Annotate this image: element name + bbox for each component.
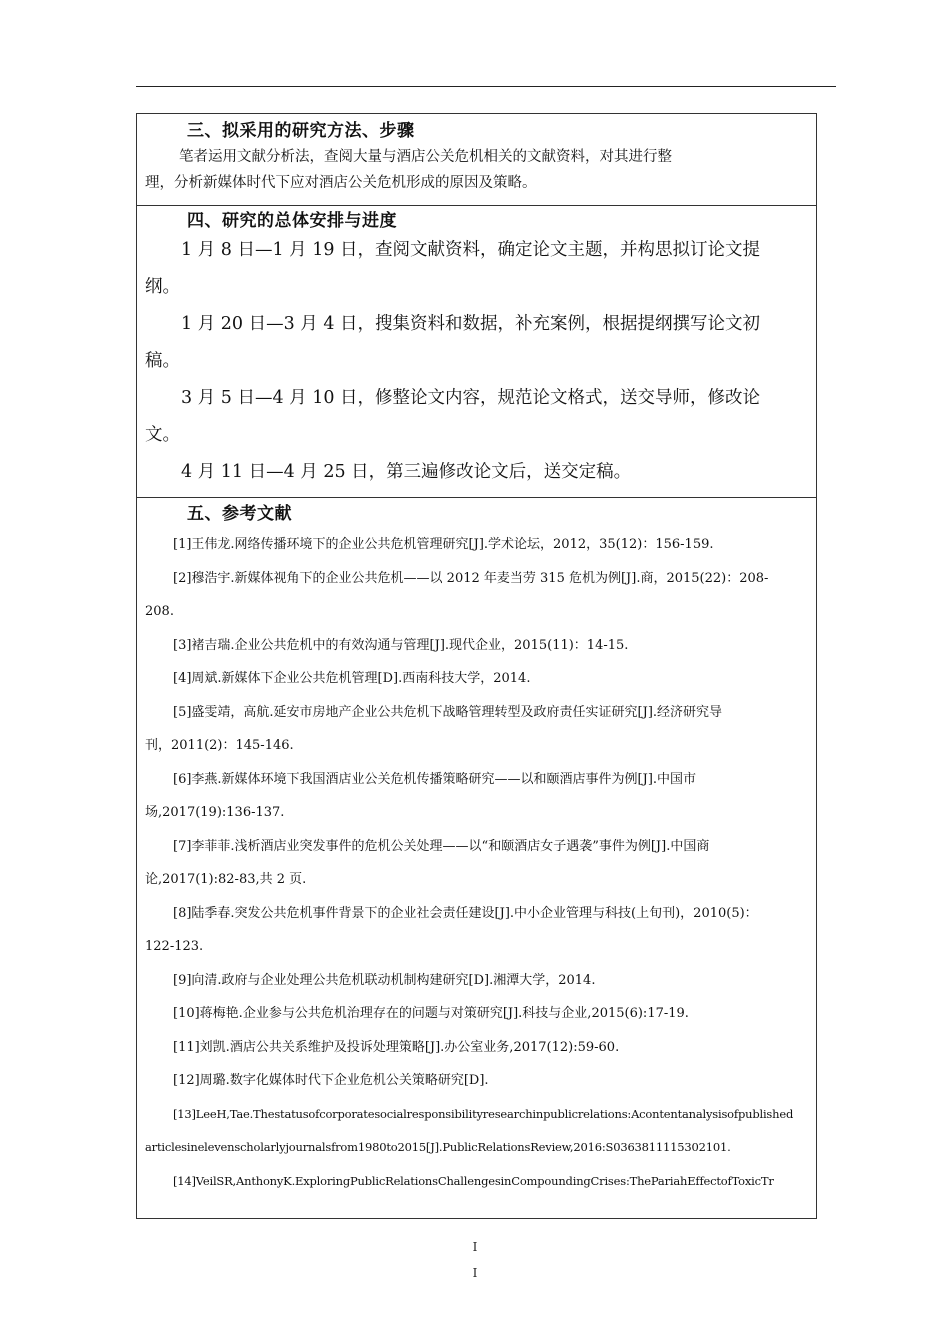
reference-item: [14]VeilSR,AnthonyK.ExploringPublicRelationsChallengesinCompoundingCrises:ThePariahEffectofToxicTr [173,1173,774,1188]
section-references [137,498,816,1218]
schedule-list [137,232,816,491]
methods-line-2: 理，分析新媒体时代下应对酒店公关危机形成的原因及策略。 [145,175,537,191]
reference-item: [8]陆季春.突发公共危机事件背景下的企业社会责任建设[J].中小企业管理与科技(上旬刊)，2010(5)： [173,905,758,921]
reference-item: [2]穆浩宇.新媒体视角下的企业公共危机——以 2012 年麦当劳 315 危机为例[J].商，2015(22)：208- [173,570,769,586]
reference-item-continuation: 刊，2011(2)：145-146. [145,738,294,753]
reference-item-continuation: articlesinelevenscholarlyjournalsfrom1980to2015[J].PublicRelationsReview,2016:S0363811115302101. [145,1140,731,1154]
header-rule [136,86,836,87]
schedule-item-continuation: 稿。 [145,351,180,371]
reference-item: [6]李燕.新媒体环境下我国酒店业公关危机传播策略研究——以和颐酒店事件为例[J].中国市 [173,771,697,787]
section-methods-body [137,144,816,196]
section-methods [137,114,816,206]
section-references-title: 五、参考文献 [187,504,292,524]
reference-item: [12]周璐.数字化媒体时代下企业危机公关策略研究[D]. [173,1073,489,1088]
reference-item: [4]周斌.新媒体下企业公共危机管理[D].西南科技大学，2014. [173,671,531,686]
reference-list [137,528,816,1198]
reference-item: [3]褚吉瑞.企业公共危机中的有效沟通与管理[J].现代企业，2015(11)：14-15. [173,637,629,653]
schedule-item-continuation: 纲。 [145,277,180,297]
reference-item: [1]王伟龙.网络传播环境下的企业公共危机管理研究[J].学术论坛，2012，35(12)：156-159. [173,537,714,552]
reference-item-continuation: 论,2017(1):82-83,共 2 页. [145,872,307,887]
schedule-item: 3 月 5 日—4 月 10 日，修整论文内容，规范论文格式，送交导师，修改论 [181,388,761,408]
reference-item-continuation: 122-123. [145,939,204,954]
section-schedule-title: 四、研究的总体安排与进度 [187,211,397,231]
schedule-item: 4 月 11 日—4 月 25 日，第三遍修改论文后，送交定稿。 [181,462,632,482]
reference-item: [10]蒋梅艳.企业参与公共危机治理存在的问题与对策研究[J].科技与企业,2015(6):17-19. [173,1006,689,1021]
proposal-table [136,113,817,1219]
section-methods-title: 三、拟采用的研究方法、步骤 [187,121,415,141]
page-number-mark: I [472,1240,478,1254]
reference-item: [11]刘凯.酒店公共关系维护及投诉处理策略[J].办公室业务,2017(12):59-60. [173,1039,620,1055]
reference-item: [7]李菲菲.浅析酒店业突发事件的危机公关处理——以“和颐酒店女子遇袭”事件为例[J].中国商 [173,838,710,854]
page-number-mark-secondary: I [472,1266,478,1280]
reference-item: [5]盛雯靖，高航.延安市房地产企业公共危机下战略管理转型及政府责任实证研究[J].经济研究导 [173,704,723,720]
reference-item: [13]LeeH,Tae.Thestatusofcorporatesocialresponsibilityresearchinpublicrelations:Acontentanalysisofpublished [173,1106,794,1121]
schedule-item: 1 月 8 日—1 月 19 日，查阅文献资料，确定论文主题，并构思拟订论文提 [181,240,761,260]
methods-line-1: 笔者运用文献分析法，查阅大量与酒店公关危机相关的文献资料，对其进行整 [179,149,672,165]
reference-item: [9]向清.政府与企业处理公共危机联动机制构建研究[D].湘潭大学，2014. [173,972,596,988]
schedule-item-continuation: 文。 [145,425,180,445]
reference-item-continuation: 208. [145,604,174,619]
section-schedule [137,206,816,498]
reference-item-continuation: 场,2017(19):136-137. [145,805,285,820]
schedule-item: 1 月 20 日—3 月 4 日，搜集资料和数据，补充案例，根据提纲撰写论文初 [181,314,761,334]
